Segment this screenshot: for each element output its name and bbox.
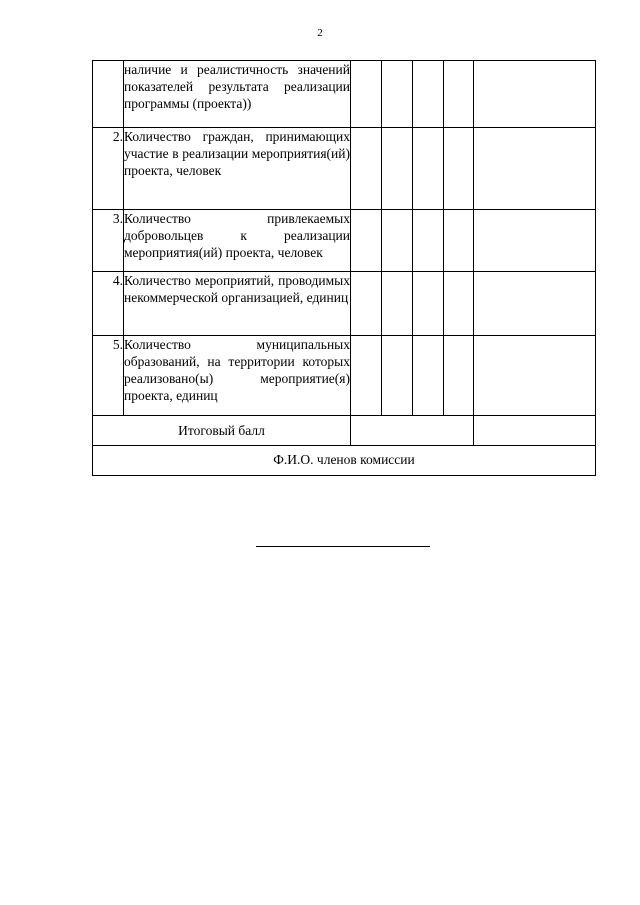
score-cell[interactable] [413, 336, 444, 416]
row-number: 2. [93, 128, 124, 210]
score-cell[interactable] [382, 272, 413, 336]
score-cell[interactable] [444, 210, 474, 272]
criterion-text: Количество мероприятий, проводимых некоммерческой организацией, единиц [124, 272, 351, 336]
total-score-cell[interactable] [351, 416, 474, 446]
comment-cell[interactable] [474, 210, 596, 272]
comment-cell[interactable] [474, 272, 596, 336]
table-row [93, 210, 596, 272]
table-row [93, 128, 596, 210]
commission-label: Ф.И.О. членов комиссии [93, 446, 596, 476]
score-cell[interactable] [413, 61, 444, 128]
score-cell[interactable] [351, 272, 382, 336]
table-row [93, 61, 596, 128]
table-row [93, 336, 596, 416]
total-row [93, 416, 596, 446]
evaluation-table [92, 60, 596, 476]
score-cell[interactable] [444, 272, 474, 336]
score-cell[interactable] [413, 272, 444, 336]
comment-cell[interactable] [474, 61, 596, 128]
score-cell[interactable] [382, 336, 413, 416]
page-number: 2 [317, 27, 323, 39]
score-cell[interactable] [382, 61, 413, 128]
criterion-text: Количество привлекаемых добровольцев к реализации мероприятия(ий) проекта, человек [124, 210, 351, 272]
score-cell[interactable] [382, 128, 413, 210]
criterion-text: Количество граждан, принимающих участие в реализации мероприятия(ий) проекта, человек [124, 128, 351, 210]
score-cell[interactable] [413, 128, 444, 210]
row-number: 3. [93, 210, 124, 272]
row-number: 5. [93, 336, 124, 416]
total-label: Итоговый балл [93, 416, 351, 446]
total-comment-cell[interactable] [474, 416, 596, 446]
row-number: 4. [93, 272, 124, 336]
score-cell[interactable] [444, 61, 474, 128]
row-number [93, 61, 124, 128]
table-row [93, 272, 596, 336]
score-cell[interactable] [382, 210, 413, 272]
score-cell[interactable] [444, 128, 474, 210]
score-cell[interactable] [351, 210, 382, 272]
criterion-text: наличие и реалистичность значений показателей результата реализации программы (проекта)) [124, 61, 351, 128]
comment-cell[interactable] [474, 336, 596, 416]
score-cell[interactable] [351, 61, 382, 128]
score-cell[interactable] [351, 336, 382, 416]
criterion-text: Количество муниципальных образований, на территории которых реализовано(ы) мероприятие(я) проекта, единиц [124, 336, 351, 416]
signature-line [256, 546, 430, 547]
score-cell[interactable] [413, 210, 444, 272]
score-cell[interactable] [444, 336, 474, 416]
score-cell[interactable] [351, 128, 382, 210]
comment-cell[interactable] [474, 128, 596, 210]
commission-row [93, 446, 596, 476]
